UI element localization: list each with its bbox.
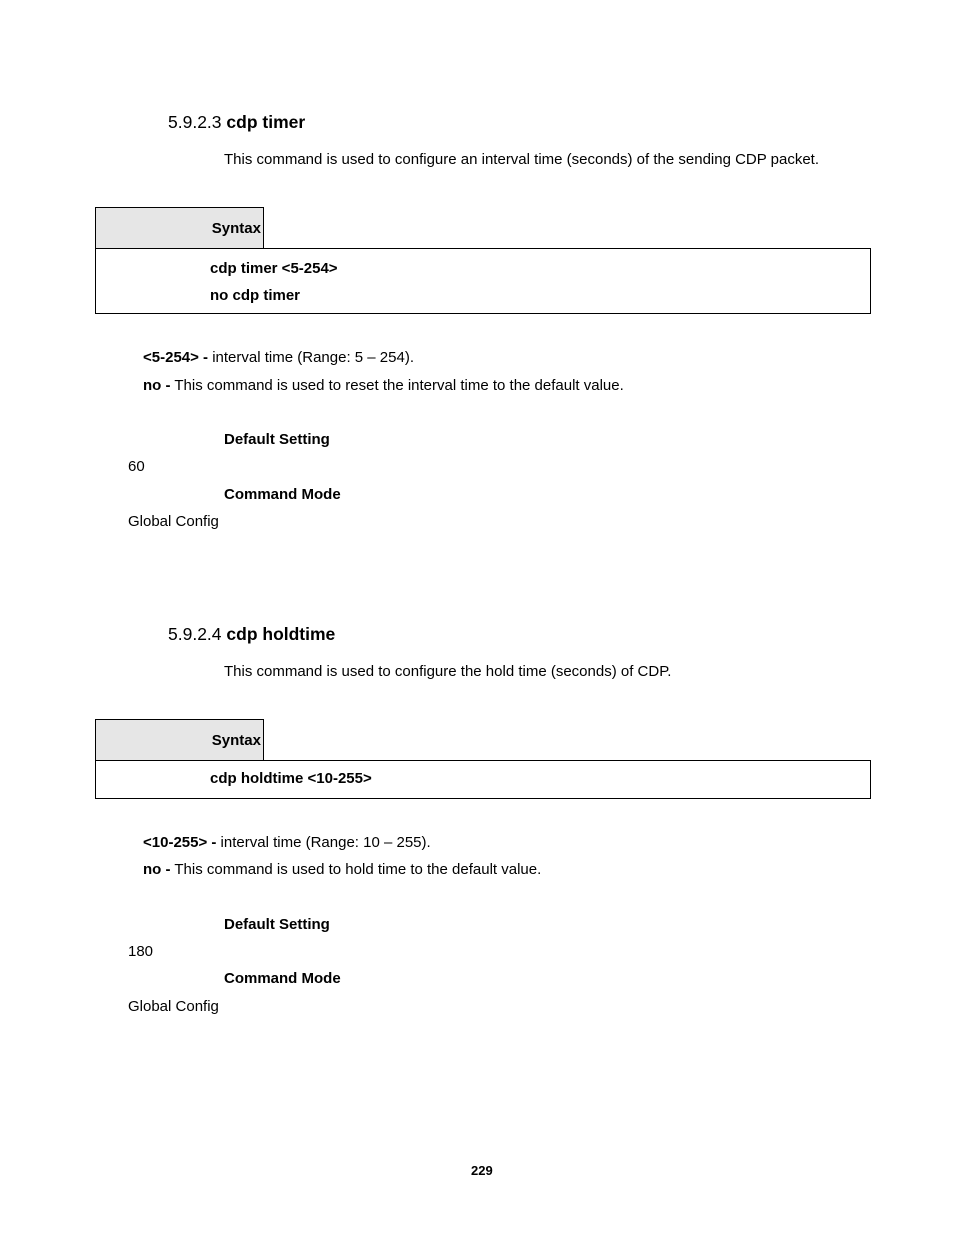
syntax-line: no cdp timer (210, 287, 301, 304)
syntax-box (95, 248, 871, 314)
syntax-line: cdp holdtime <10-255> (210, 770, 372, 787)
default-setting-value: 60 (128, 458, 145, 475)
section-title: cdp timer (226, 112, 306, 132)
param-text: interval time (Range: 5 – 254). (208, 349, 414, 366)
syntax-line: cdp timer <5-254> (210, 260, 338, 277)
param-name: <10-255> - (143, 834, 217, 851)
param-name: <5-254> - (143, 349, 209, 366)
command-mode-label: Command Mode (224, 486, 341, 503)
syntax-box (95, 760, 871, 799)
page-number: 229 (471, 1163, 493, 1178)
command-mode-value: Global Config (128, 513, 219, 530)
syntax-label: Syntax (211, 732, 261, 749)
section-title: cdp holdtime (226, 624, 336, 644)
command-mode-value: Global Config (128, 998, 219, 1015)
param-name: no - (143, 377, 171, 394)
command-mode-label: Command Mode (224, 970, 341, 987)
default-setting-value: 180 (128, 943, 154, 960)
section-number: 5.9.2.3 (168, 112, 222, 132)
section-description: This command is used to configure an interval time (seconds) of the sending CDP packet. (224, 151, 820, 168)
syntax-label: Syntax (211, 220, 261, 237)
section-heading-cdp-holdtime (168, 624, 335, 645)
section-number: 5.9.2.4 (168, 624, 222, 644)
param-text: This command is used to hold time to the default value. (170, 861, 542, 878)
section-description: This command is used to configure the hold time (seconds) of CDP. (224, 663, 672, 680)
syntax-tab (95, 207, 264, 249)
param-item (143, 377, 624, 394)
param-name: no - (143, 861, 171, 878)
param-text: interval time (Range: 10 – 255). (216, 834, 431, 851)
default-setting-label: Default Setting (224, 431, 330, 448)
param-item (143, 834, 431, 851)
default-setting-label: Default Setting (224, 916, 330, 933)
syntax-tab (95, 719, 264, 761)
param-item (143, 349, 414, 366)
param-item (143, 861, 541, 878)
section-heading-cdp-timer (168, 112, 305, 133)
param-text: This command is used to reset the interval time to the default value. (170, 377, 624, 394)
